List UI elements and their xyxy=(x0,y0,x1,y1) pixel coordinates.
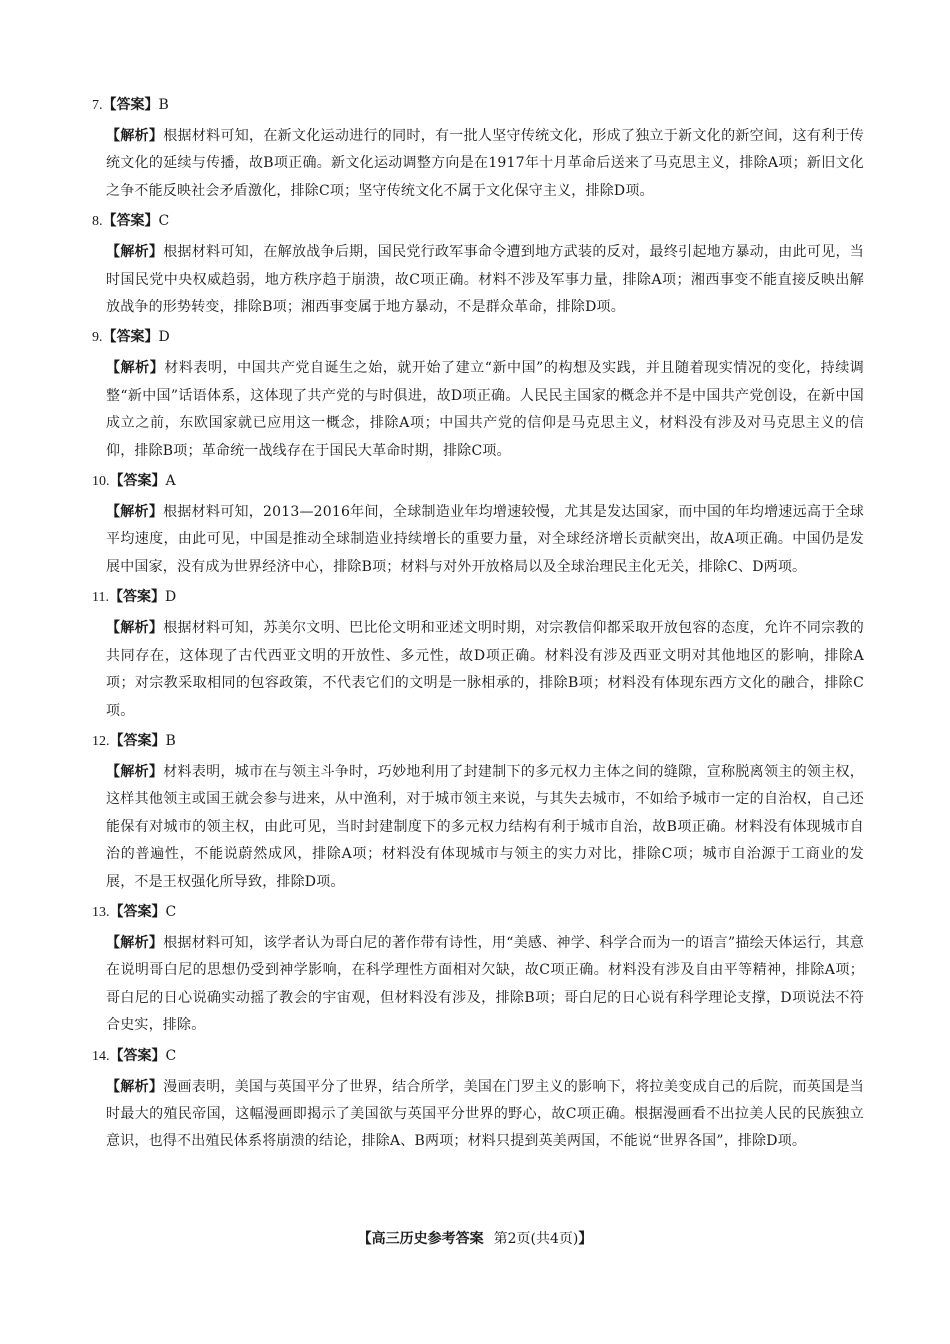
question-11 xyxy=(92,588,864,725)
bracket-open: 【 xyxy=(106,504,121,521)
question-9 xyxy=(92,328,864,465)
explanation-paragraph xyxy=(106,759,864,896)
question-number: 11. xyxy=(92,590,109,606)
explanation-text: 根据材料可知，该学者认为哥白尼的著作带有诗性，用“美感、神学、科学合而为一的语言”描绘天体运行，其意在说明哥白尼的思想仍受到神学影响，在科学理性方面相对欠缺，故C项正确。材料没有涉及自由平等精神，排除A项；哥白尼的日心说确实动摇了教会的宇宙观，但材料没有涉及，排除B项；哥白尼的日心说有科学理论支撑，D项说法不符合史实，排除。 xyxy=(106,934,865,1034)
bracket-open: 【 xyxy=(102,329,117,346)
explanation-label: 解析 xyxy=(120,128,149,144)
explanation-label: 解析 xyxy=(120,763,149,780)
bracket-open: 【 xyxy=(108,589,123,606)
answer-line xyxy=(92,732,864,751)
answer-line xyxy=(92,472,864,491)
bracket-close: 】 xyxy=(151,1047,166,1064)
bracket-open: 【 xyxy=(357,1231,372,1247)
answer-line xyxy=(92,588,864,607)
question-number: 10. xyxy=(92,474,110,490)
explanation-text: 根据材料可知，在解放战争后期，国民党行政军事命令遭到地方武装的反对，最终引起地方暴动，由此可见，当时国民党中央权威趋弱，地方秩序趋于崩溃，故C项正确。材料不涉及军事力量，排除A项；湘西事变不能直接反映出解放战争的形势转变，排除B项；湘西事变属于地方暴动，不是群众革命，排除D项。 xyxy=(106,244,865,316)
answer-label: 答案 xyxy=(116,213,145,230)
explanation-text: 材料表明，城市在与领主斗争时，巧妙地利用了封建制下的多元权力主体之间的缝隙，宣称脱离领主的领主权，这样其他领主或国王就会参与进来，从中渔利，对于城市领主来说，与其失去城市，不如给予城市一定的自治权，自己还能保有对城市的领主权，由此可见，当时封建制度下的多元权力结构有利于城市自治，故B项正确。材料没有体现城市自治的普遍性，不能说蔚然成风，排除A项；材料没有体现城市与领主的实力对比，排除C项；城市自治源于工商业的发展，不是王权强化所导致，排除D项。 xyxy=(106,763,865,890)
bracket-close: 】 xyxy=(148,1078,164,1095)
bracket-open: 【 xyxy=(106,1078,121,1095)
answer-label: 答案 xyxy=(122,589,151,606)
bracket-close: 】 xyxy=(149,360,165,377)
bracket-close: 】 xyxy=(148,620,164,637)
question-number: 12. xyxy=(92,733,110,749)
explanation-label: 解析 xyxy=(120,360,150,377)
bracket-close: 】 xyxy=(144,97,159,113)
answer-line xyxy=(92,96,864,115)
bracket-open: 【 xyxy=(109,1047,124,1064)
explanation-text: 根据材料可知，苏美尔文明、巴比伦文明和亚述文明时期，对宗教信仰都采取开放包容的态度，允许不同宗教的共同存在，这体现了古代西亚文明的开放性、多元性，故D项正确。材料没有涉及西亚文明对其他地区的影响，排除A项；对宗教采取相同的包容政策，不代表它们的文明是一脉相承的，排除B项；材料没有体现东西方文化的融合，排除C项。 xyxy=(106,620,865,719)
question-number: 9. xyxy=(92,330,103,346)
explanation-paragraph xyxy=(106,123,864,205)
bracket-open: 【 xyxy=(106,620,121,637)
bracket-close: 】 xyxy=(148,934,164,951)
explanation-paragraph xyxy=(106,239,864,321)
question-number: 14. xyxy=(92,1048,110,1064)
explanation-text: 材料表明，中国共产党自诞生之始，就开始了建立“新中国”的构想及实践，并且随着现实情况的变化，持续调整“新中国”话语体系，这体现了共产党的与时俱进，故D项正确。人民民主国家的概念并不是中国共产党创设，在新中国成立之前，东欧国家就已应用这一概念，排除A项；中国共产党的信仰是马克思主义，材料没有涉及对马克思主义的信仰，排除B项；革命统一战线存在于国民大革命时期，排除C项。 xyxy=(106,360,865,459)
question-14 xyxy=(92,1047,864,1156)
explanation-text: 根据材料可知，2013—2016年间，全球制造业年均增速较慢，尤其是发达国家，而中国的年均增速远高于全球平均速度，由此可见，中国是推动全球制造业持续增长的重要力量，对全球经济增长贡献突出，故A项正确。中国仍是发展中国家，没有成为世界经济中心，排除B项；材料与对外开放格局以及全球治理民主化无关，排除C、D两项。 xyxy=(106,504,865,575)
question-10 xyxy=(92,472,864,581)
answer-value: A xyxy=(165,473,176,490)
answer-line xyxy=(92,1047,864,1066)
bracket-open: 【 xyxy=(106,360,121,377)
bracket-open: 【 xyxy=(109,732,124,749)
bracket-close: 】 xyxy=(150,589,165,606)
bracket-open: 【 xyxy=(106,934,121,951)
explanation-paragraph xyxy=(106,615,864,725)
question-number: 7. xyxy=(92,98,103,113)
answer-label: 答案 xyxy=(116,329,145,346)
footer-title: 高三历史参考答案 xyxy=(371,1231,484,1247)
bracket-close: 】 xyxy=(144,213,159,230)
explanation-paragraph xyxy=(106,499,864,581)
answer-label: 答案 xyxy=(123,473,152,490)
bracket-open: 【 xyxy=(106,244,121,261)
answer-line xyxy=(92,212,864,231)
answer-label: 答案 xyxy=(123,732,152,749)
explanation-label: 解析 xyxy=(120,620,149,637)
page-footer xyxy=(0,1229,950,1249)
explanation-paragraph xyxy=(106,1074,864,1156)
bracket-close: 】 xyxy=(151,732,166,749)
explanation-text: 根据材料可知，在新文化运动进行的同时，有一批人坚守传统文化，形成了独立于新文化的新空间，这有利于传统文化的延续与传播，故B项正确。新文化运动调整方向是在1917年十月革命后送来了马克思主义，排除A项；新旧文化之争不能反映社会矛盾激化，排除C项；坚守传统文化不属于文化保守主义，排除D项。 xyxy=(106,128,865,199)
answer-label: 答案 xyxy=(116,97,145,113)
answer-value: D xyxy=(158,329,170,346)
answer-value: B xyxy=(158,97,169,113)
page-number: 第2页(共4页) xyxy=(493,1231,579,1247)
explanation-paragraph xyxy=(106,355,864,465)
answer-value: C xyxy=(165,903,177,920)
question-7 xyxy=(92,96,864,205)
bracket-close: 】 xyxy=(151,473,166,490)
bracket-open: 【 xyxy=(102,97,117,113)
bracket-open: 【 xyxy=(106,763,121,780)
question-number: 13. xyxy=(92,904,110,920)
explanation-label: 解析 xyxy=(120,244,149,261)
bracket-close: 】 xyxy=(148,128,164,144)
answer-value: C xyxy=(165,1047,177,1064)
answer-sheet xyxy=(92,96,864,1163)
bracket-close: 】 xyxy=(144,329,159,346)
answer-line xyxy=(92,903,864,922)
explanation-paragraph xyxy=(106,930,864,1040)
bracket-close: 】 xyxy=(148,244,164,261)
bracket-close: 】 xyxy=(578,1231,593,1247)
bracket-open: 【 xyxy=(106,128,121,144)
question-12 xyxy=(92,732,864,896)
answer-value: D xyxy=(164,589,177,606)
explanation-label: 解析 xyxy=(120,934,149,951)
bracket-open: 【 xyxy=(102,213,117,230)
explanation-label: 解析 xyxy=(120,504,149,521)
answer-line xyxy=(92,328,864,347)
answer-label: 答案 xyxy=(123,1047,152,1064)
explanation-label: 解析 xyxy=(120,1078,149,1095)
answer-value: C xyxy=(158,213,170,230)
bracket-close: 】 xyxy=(151,903,166,920)
question-8 xyxy=(92,212,864,321)
question-number: 8. xyxy=(92,214,103,230)
bracket-close: 】 xyxy=(148,763,164,780)
answer-label: 答案 xyxy=(123,903,152,920)
bracket-close: 】 xyxy=(148,504,164,521)
question-13 xyxy=(92,903,864,1040)
bracket-open: 【 xyxy=(109,903,124,920)
answer-value: B xyxy=(165,732,176,749)
explanation-text: 漫画表明，美国与英国平分了世界，结合所学，美国在门罗主义的影响下，将拉美变成自己的后院，而英国是当时最大的殖民帝国，这幅漫画即揭示了美国欲与英国平分世界的野心，故C项正确。根据漫画看不出拉美人民的民族独立意识，也得不出殖民体系将崩溃的结论，排除A、B两项；材料只提到英美两国，不能说“世界各国”，排除D项。 xyxy=(106,1078,865,1150)
bracket-open: 【 xyxy=(109,473,124,490)
